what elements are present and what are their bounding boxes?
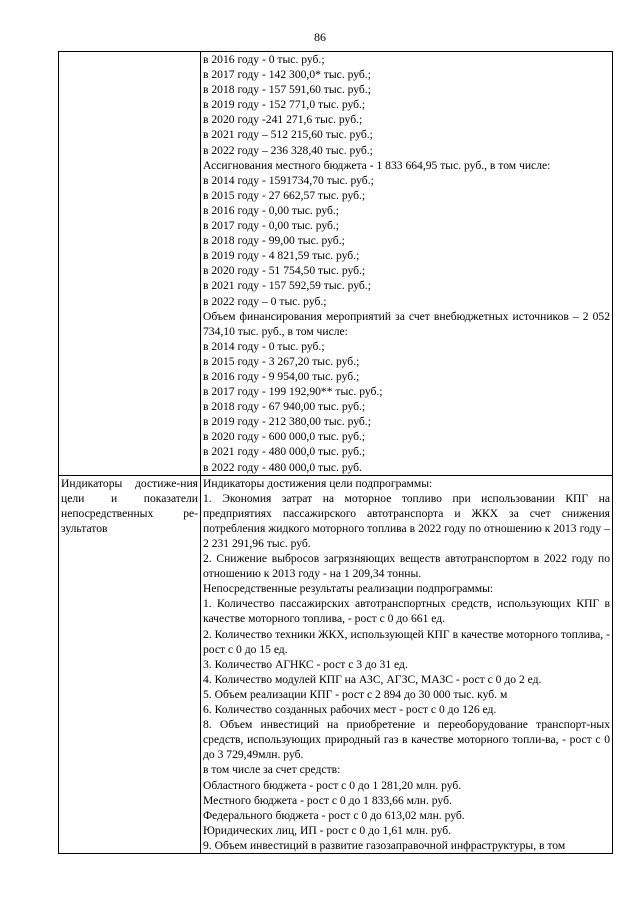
text-line: в 2014 году - 0 тыс. руб.; xyxy=(203,339,325,353)
result-item: 9. Объем инвестиций в развитие газозаправочной инфраструктуры, в том xyxy=(203,838,566,852)
table-row-funding xyxy=(59,52,613,476)
text-line: в 2019 году - 4 821,59 тыс. руб.; xyxy=(203,249,360,263)
text-line: в 2016 году - 0,00 тыс. руб.; xyxy=(203,203,340,217)
result-item: 8. Объем инвестиций на приобретение и переоборудование транспорт-ных средств, использующих природный газ в качестве моторного топли-ва, - рост с 0 до 3 729,49млн. руб. xyxy=(203,718,610,762)
text-line: в 2021 году – 512 215,60 тыс. руб.; xyxy=(203,128,373,142)
result-item: Федерального бюджета - рост с 0 до 613,02 млн. руб. xyxy=(203,808,465,822)
text-line: в 2019 году - 152 771,0 тыс. руб.; xyxy=(203,98,366,112)
text-line: в 2020 году -241 271,6 тыс. руб.; xyxy=(203,113,363,127)
text-line: в 2019 году - 212 380,00 тыс. руб.; xyxy=(203,415,371,429)
result-item: 3. Количество АГНКС - рост с 3 до 31 ед. xyxy=(203,657,408,671)
text-line: в 2016 году - 0 тыс. руб.; xyxy=(203,53,325,66)
result-item: 1. Количество пассажирских автотранспортных средств, использующих КПГ в качестве моторного топлива, - рост с 0 до 661 ед. xyxy=(203,597,610,626)
result-item: 5. Объем реализации КПГ - рост с 2 894 до 30 000 тыс. куб. м xyxy=(203,687,508,701)
row-label xyxy=(59,52,201,476)
indicator-item: 2. Снижение выбросов загрязняющих веществ автотранспортом в 2022 году по отношению к 2013 году - на 1 209,34 тонны. xyxy=(203,552,610,581)
text-line: в 2016 году - 9 954,00 тыс. руб.; xyxy=(203,369,360,383)
text-line: в 2021 году - 480 000,0 тыс. руб.; xyxy=(203,445,366,459)
text-line: в 2017 году - 199 192,90** тыс. руб.; xyxy=(203,385,383,399)
result-item: Областного бюджета - рост с 0 до 1 281,20 млн. руб. xyxy=(203,778,462,792)
offbudget-paragraph: Объем финансирования мероприятий за счет внебюджетных источников – 2 052 734,10 тыс. руб., в том числе: xyxy=(203,309,610,338)
text-line: в 2015 году - 27 662,57 тыс. руб.; xyxy=(203,188,366,202)
text-line: в 2018 году - 67 940,00 тыс. руб.; xyxy=(203,400,366,414)
text-line: Ассигнования местного бюджета - 1 833 664,95 тыс. руб., в том числе: xyxy=(203,158,551,172)
results-heading: Непосредственные результаты реализации подпрограммы: xyxy=(203,582,494,596)
text-line: в 2020 году - 51 754,50 тыс. руб.; xyxy=(203,264,366,278)
result-item: в том числе за счет средств: xyxy=(203,763,341,777)
text-line: в 2018 году - 157 591,60 тыс. руб.; xyxy=(203,83,371,97)
text-line: в 2022 году – 236 328,40 тыс. руб.; xyxy=(203,143,373,157)
indicator-item: 1. Экономия затрат на моторное топливо при использовании КПГ на предприятиях пассажирского автотранспорта и ЖКХ за счет снижения потребления жидкого моторного топлива в 2022 году по отношению к 2013 году – 2 231 291,96 тыс. руб. xyxy=(203,491,610,550)
page-number: 86 xyxy=(314,30,326,44)
text-line: в 2018 году - 99,00 тыс. руб.; xyxy=(203,234,345,248)
text-line: в 2020 году - 600 000,0 тыс. руб.; xyxy=(203,430,366,444)
result-item: 6. Количество созданных рабочих мест - рост с 0 до 126 ед. xyxy=(203,703,497,717)
result-item: 4. Количество модулей КПГ на АЗС, АГЗС, МАЗС - рост с 0 до 2 ед. xyxy=(203,672,542,686)
result-item: Местного бюджета - рост с 0 до 1 833,66 млн. руб. xyxy=(203,793,452,807)
text-line: в 2015 году - 3 267,20 тыс. руб.; xyxy=(203,354,360,368)
result-item: 2. Количество техники ЖКХ, использующей КПГ в качестве моторного топлива, - рост с 0 до 15 ед. xyxy=(203,627,610,656)
text-line: в 2021 году - 157 592,59 тыс. руб.; xyxy=(203,279,371,293)
text-line: в 2017 году - 0,00 тыс. руб.; xyxy=(203,219,340,233)
result-item: Юридических лиц, ИП - рост с 0 до 1,61 млн. руб. xyxy=(203,823,452,837)
text-line: в 2022 году – 0 тыс. руб.; xyxy=(203,294,327,308)
text-line: в 2022 году - 480 000,0 тыс. руб. xyxy=(203,460,362,474)
indicators-cell xyxy=(201,475,613,853)
text-line: в 2014 году - 1591734,70 тыс. руб.; xyxy=(203,173,374,187)
text-line: в 2017 году - 142 300,0* тыс. руб.; xyxy=(203,68,371,82)
passport-table xyxy=(58,51,613,854)
table-row-indicators xyxy=(59,475,613,853)
indicators-heading: Индикаторы достижения цели подпрограммы: xyxy=(203,476,433,490)
indicators-label: Индикаторы достиже-ния цели и показатели непосредственных ре-зультатов xyxy=(59,475,201,853)
funding-cell xyxy=(201,52,613,476)
